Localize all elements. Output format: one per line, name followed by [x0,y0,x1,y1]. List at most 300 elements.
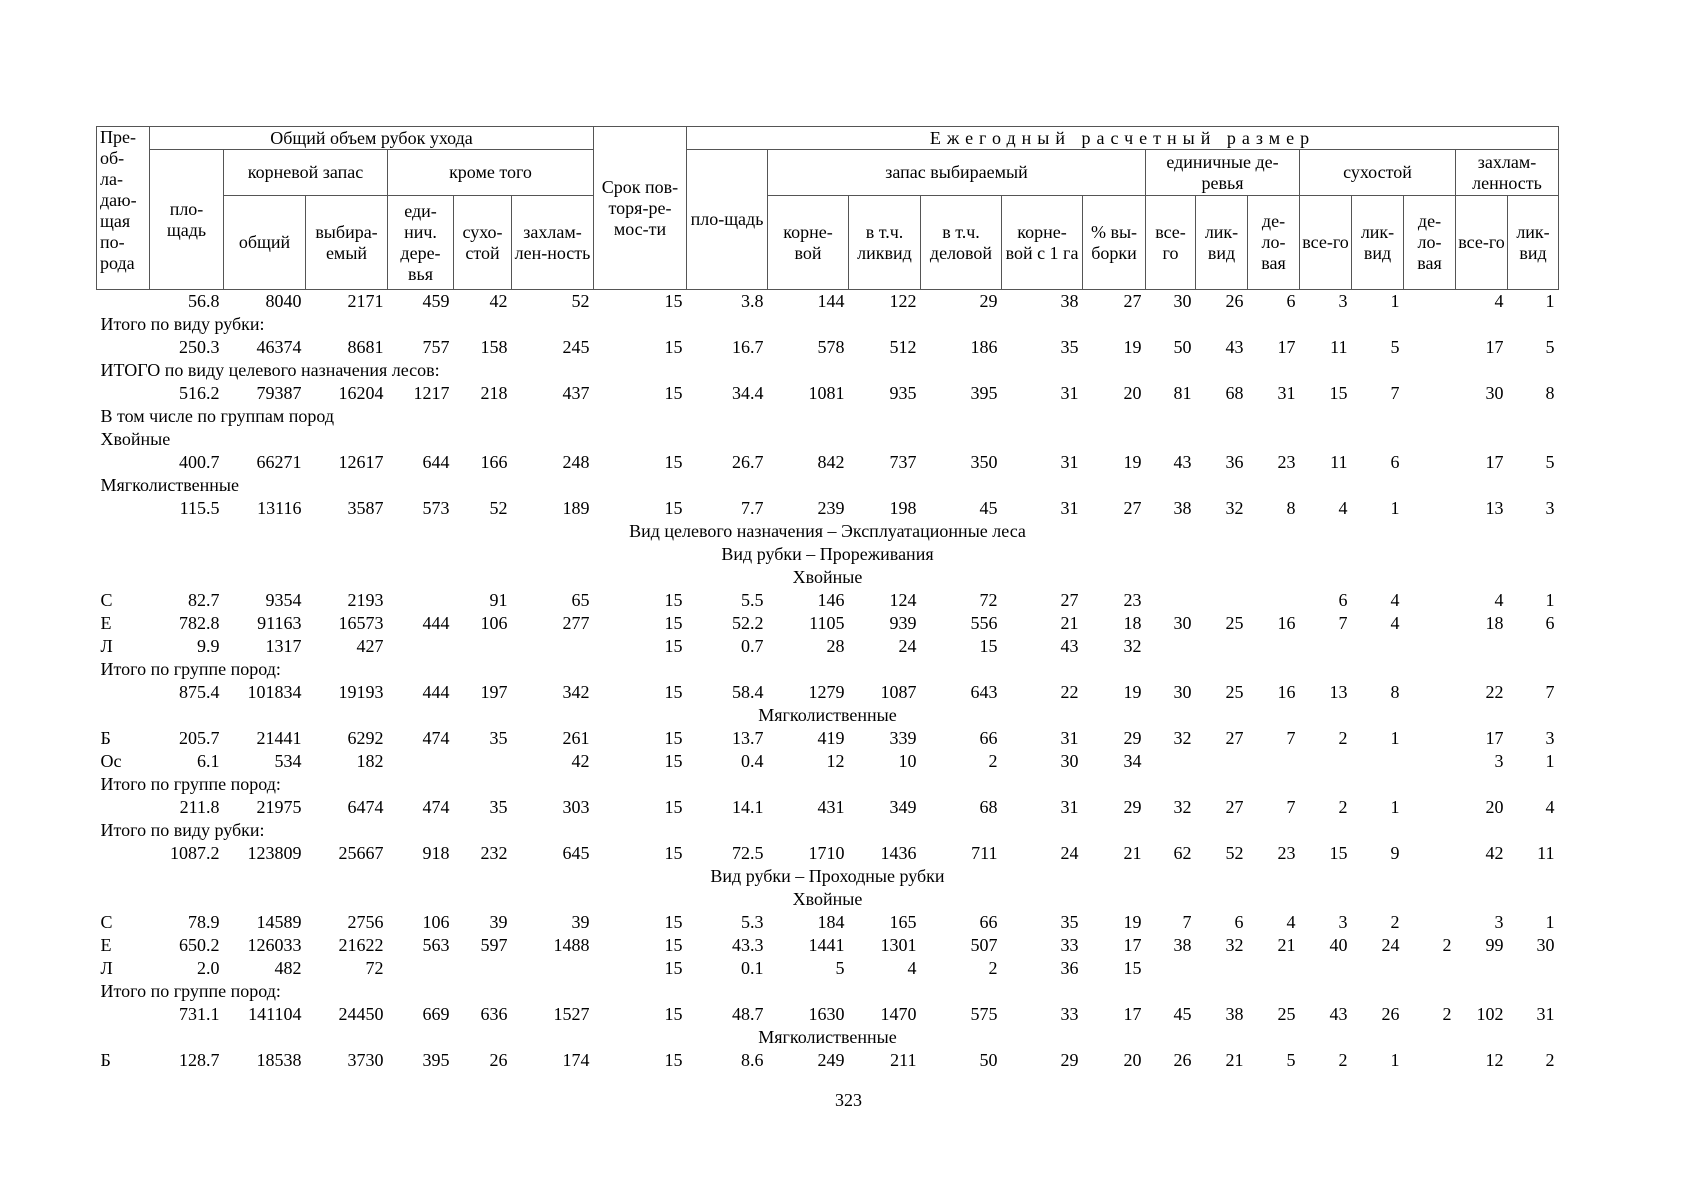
value-cell: 636 [480,1004,508,1024]
value-cell: 4 [907,958,917,978]
value-cell: 10 [898,751,917,771]
section-heading-row [97,888,1559,911]
species-cell: Л [100,958,113,978]
value-cell: 563 [422,935,450,955]
value-cell [388,589,454,612]
value-cell: 52 [1225,843,1244,863]
value-cell: 30 [1173,613,1192,633]
value-cell: 23 [1277,843,1296,863]
value-cell: 24450 [338,1004,384,1024]
value-cell: 6474 [347,797,384,817]
value-cell [1196,957,1248,980]
value-cell: 1 [1545,590,1555,610]
value-cell: 11 [1537,843,1555,863]
value-cell: 7 [1338,613,1348,633]
value-cell: 43 [1329,1004,1348,1024]
value-cell: 17 [1485,452,1504,472]
value-cell: 2 [1338,728,1348,748]
value-cell: 43 [1173,452,1192,472]
value-cell [1456,635,1508,658]
value-cell [1508,957,1559,980]
species-cell: Л [100,636,113,656]
value-cell: 21 [1225,1050,1244,1070]
total-volume-header: Общий объем рубок ухода [150,127,594,150]
value-cell: 1 [1390,291,1400,311]
value-cell: 15 [664,337,683,357]
species-cell [97,336,150,359]
value-cell: 144 [817,291,845,311]
repeat-period-header: Срок пов- торя-ре- мос-ти [594,127,687,290]
value-cell: 28 [826,636,845,656]
value-cell: 8681 [347,337,384,357]
value-cell: 11 [1330,337,1348,357]
value-cell: 186 [970,337,998,357]
value-cell: 38 [1173,498,1192,518]
value-cell: 141104 [248,1004,302,1024]
lt-liquid-header: лик-вид [1508,196,1559,290]
value-cell: 573 [422,498,450,518]
value-cell: 395 [422,1050,450,1070]
value-cell [1196,635,1248,658]
value-cell: 18 [1123,613,1142,633]
root-total-header: общий [224,196,306,290]
value-cell: 31 [1277,383,1296,403]
value-cell: 8040 [265,291,302,311]
value-cell: 6 [1286,291,1296,311]
value-cell: 516.2 [179,383,220,403]
species-cell [97,1003,150,1026]
value-cell: 7 [1182,912,1192,932]
value-cell: 1527 [553,1004,590,1024]
value-cell: 3 [1545,498,1555,518]
value-cell: 3730 [347,1050,384,1070]
page-number: 323 [835,1090,862,1110]
value-cell: 13 [1485,498,1504,518]
value-cell: 5 [835,958,845,978]
value-cell: 645 [562,843,590,863]
value-cell: 19193 [338,682,384,702]
value-cell: 15 [664,291,683,311]
value-cell: 250.3 [179,337,220,357]
value-cell: 534 [274,751,302,771]
value-cell: 1279 [808,682,845,702]
value-cell: 21 [1277,935,1296,955]
value-cell: 13.7 [732,728,764,748]
species-cell [97,451,150,474]
value-cell: 158 [480,337,508,357]
value-cell: 842 [817,452,845,472]
dw-liquid-header: лик-вид [1352,196,1404,290]
value-cell: 669 [422,1004,450,1024]
value-cell: 437 [562,383,590,403]
value-cell: 15 [1329,383,1348,403]
value-cell: 575 [970,1004,998,1024]
value-cell: 644 [422,452,450,472]
value-cell: 427 [356,636,384,656]
species-cell [97,290,150,314]
value-cell [1404,382,1456,405]
value-cell: 18538 [256,1050,302,1070]
value-cell: 32 [1225,498,1244,518]
value-cell: 1488 [553,935,590,955]
species-cell [97,681,150,704]
value-cell: 556 [970,613,998,633]
value-cell: 17 [1123,1004,1142,1024]
value-cell: 248 [562,452,590,472]
value-cell [512,957,594,980]
species-cell [97,796,150,819]
dead-wood-header: сухо-стой [454,196,512,290]
value-cell: 1 [1545,751,1555,771]
table-row [97,842,1559,865]
value-cell: 29 [1123,797,1142,817]
value-cell: 232 [480,843,508,863]
value-cell [454,957,512,980]
value-cell: 50 [979,1050,998,1070]
value-cell: 72 [979,590,998,610]
subtotal-title: Итого по виду рубки: [100,314,265,334]
value-cell: 4 [1494,291,1504,311]
value-cell: 13 [1329,682,1348,702]
value-cell: 17 [1277,337,1296,357]
value-cell: 124 [889,590,917,610]
value-cell: 19 [1123,912,1142,932]
value-cell: 26 [1173,1050,1192,1070]
value-cell: 1087.2 [170,843,220,863]
value-cell [1196,589,1248,612]
value-cell: 12 [826,751,845,771]
value-cell: 123809 [247,843,302,863]
value-cell: 4 [1390,590,1400,610]
value-cell: 19 [1123,452,1142,472]
section-heading-row [97,566,1559,589]
dw-total-header: все-го [1300,196,1352,290]
value-cell: 26.7 [732,452,764,472]
value-cell: 14.1 [732,797,764,817]
table-row [97,612,1559,635]
value-cell: 2756 [347,912,384,932]
value-cell: 25667 [338,843,384,863]
value-cell: 35 [1060,337,1079,357]
lt-total-header: все-го [1456,196,1508,290]
value-cell: 5 [1545,337,1555,357]
value-cell: 32 [1173,797,1192,817]
st-total-header: все-го [1146,196,1196,290]
value-cell: 38 [1225,1004,1244,1024]
value-cell: 2 [1442,935,1452,955]
table-row [97,451,1559,474]
value-cell: 8 [1390,682,1400,702]
value-cell: 2 [1338,1050,1348,1070]
stock-selected-header: запас выбираемый [768,150,1146,196]
value-cell: 15 [664,751,683,771]
value-cell: 0.4 [741,751,764,771]
value-cell: 24 [1060,843,1079,863]
value-cell: 431 [817,797,845,817]
root-stock-header: корневой запас [224,150,388,196]
subtotal-title: Итого по виду рубки: [100,820,265,840]
value-cell: 39 [571,912,590,932]
st-liquid-header: лик-вид [1196,196,1248,290]
table-row [97,497,1559,520]
value-cell: 99 [1485,935,1504,955]
value-cell: 43 [1225,337,1244,357]
value-cell: 1 [1390,1050,1400,1070]
value-cell: 239 [817,498,845,518]
value-cell [1352,750,1404,773]
litter-header: захлам-лен-ность [512,196,594,290]
value-cell: 2 [1390,912,1400,932]
value-cell [1146,750,1196,773]
subtotal-title: Хвойные [100,429,171,449]
table-row [97,290,1559,314]
value-cell: 512 [889,337,917,357]
value-cell: 15 [979,636,998,656]
value-cell [1146,957,1196,980]
value-cell: 731.1 [179,1004,220,1024]
value-cell: 15 [1329,843,1348,863]
value-cell [1404,911,1456,934]
value-cell: 1087 [880,682,917,702]
value-cell: 82.7 [188,590,220,610]
value-cell: 875.4 [179,682,220,702]
subtotal-title-row [97,980,1559,1003]
annual-area-header: пло-щадь [687,150,768,290]
value-cell: 939 [889,613,917,633]
value-cell: 20 [1123,383,1142,403]
value-cell: 2 [1338,797,1348,817]
value-cell: 16573 [338,613,384,633]
value-cell: 249 [817,1050,845,1070]
value-cell [1456,957,1508,980]
section-heading: Хвойные [792,889,863,909]
value-cell: 79387 [256,383,302,403]
value-cell: 35 [1060,912,1079,932]
value-cell: 65 [571,590,590,610]
value-cell: 5.5 [741,590,764,610]
value-cell: 30 [1173,682,1192,702]
value-cell: 643 [970,682,998,702]
value-cell: 106 [422,912,450,932]
value-cell [388,635,454,658]
value-cell: 1436 [880,843,917,863]
subtotal-title-row [97,474,1559,497]
value-cell: 8.6 [741,1050,764,1070]
value-cell: 19 [1123,337,1142,357]
value-cell: 22 [1485,682,1504,702]
value-cell: 42 [571,751,590,771]
value-cell: 56.8 [188,291,220,311]
species-cell: Е [100,935,112,955]
value-cell: 1 [1390,797,1400,817]
section-heading-row [97,543,1559,566]
value-cell [1352,957,1404,980]
value-cell: 34 [1123,751,1142,771]
value-cell: 3 [1545,728,1555,748]
value-cell [1404,681,1456,704]
value-cell: 38 [1060,291,1079,311]
value-cell: 3 [1338,912,1348,932]
value-cell: 106 [480,613,508,633]
table-body [97,290,1559,1073]
value-cell: 52.2 [732,613,764,633]
value-cell: 166 [480,452,508,472]
value-cell: 419 [817,728,845,748]
subtotal-title: ИТОГО по виду целевого назначения лесов: [100,360,440,380]
value-cell [1352,635,1404,658]
subtotal-title-row [97,773,1559,796]
value-cell [1300,957,1352,980]
table-header [97,127,1559,290]
value-cell [1404,290,1456,314]
annual-size-header: Ежегодный расчетный размер [687,127,1559,150]
value-cell: 15 [664,935,683,955]
value-cell: 72 [365,958,384,978]
value-cell: 15 [664,843,683,863]
litter-annual-header: захлам-ленность [1456,150,1559,196]
table-row [97,727,1559,750]
value-cell: 6 [1390,452,1400,472]
value-cell: 31 [1060,797,1079,817]
value-cell: 122 [889,291,917,311]
table-row [97,1049,1559,1072]
value-cell: 27 [1123,498,1142,518]
value-cell: 7.7 [741,498,764,518]
section-heading: Вид рубки – Прореживания [721,544,934,564]
value-cell: 91163 [257,613,302,633]
value-cell: 578 [817,337,845,357]
value-cell: 18 [1485,613,1504,633]
value-cell: 30 [1536,935,1555,955]
table-row [97,957,1559,980]
value-cell: 918 [422,843,450,863]
value-cell: 3 [1494,751,1504,771]
value-cell: 15 [664,797,683,817]
root-selected-header: выбира-емый [306,196,388,290]
value-cell: 184 [817,912,845,932]
value-cell: 24 [1381,935,1400,955]
value-cell [1404,336,1456,359]
value-cell: 66271 [256,452,302,472]
value-cell: 339 [889,728,917,748]
value-cell: 4 [1338,498,1348,518]
value-cell: 4 [1494,590,1504,610]
species-header: Пре-об-ла-даю-щая по-рода [97,127,150,290]
species-cell [97,382,150,405]
value-cell: 737 [889,452,917,472]
value-cell: 25 [1277,1004,1296,1024]
value-cell: 482 [274,958,302,978]
area-header: пло-щадь [150,150,224,290]
value-cell: 17 [1485,337,1504,357]
value-cell: 1710 [808,843,845,863]
value-cell: 1630 [808,1004,845,1024]
value-cell [1404,497,1456,520]
value-cell: 101834 [247,682,302,702]
value-cell: 6.1 [197,751,220,771]
species-cell: Ос [100,751,122,771]
value-cell: 31 [1536,1004,1555,1024]
value-cell: 2 [1545,1050,1555,1070]
value-cell [1404,727,1456,750]
value-cell: 1217 [413,383,450,403]
value-cell: 115.5 [179,498,220,518]
value-cell: 474 [422,728,450,748]
value-cell: 9.9 [197,636,220,656]
value-cell: 6 [1338,590,1348,610]
value-cell: 30 [1173,291,1192,311]
table-row [97,382,1559,405]
value-cell: 2 [988,751,998,771]
value-cell [1404,1049,1456,1072]
value-cell: 91 [489,590,508,610]
table-row [97,1003,1559,1026]
value-cell [454,750,512,773]
besides-header: кроме того [388,150,594,196]
value-cell: 4 [1545,797,1555,817]
subtotal-title: В том числе по группам пород [100,406,335,426]
value-cell: 6 [1545,613,1555,633]
value-cell: 17 [1123,935,1142,955]
value-cell: 40 [1329,935,1348,955]
value-cell: 4 [1390,613,1400,633]
value-cell: 1 [1545,291,1555,311]
species-cell [97,497,150,520]
st-business-header: де-ло-вая [1248,196,1300,290]
value-cell: 1105 [809,613,845,633]
value-cell: 22 [1060,682,1079,702]
value-cell: 5 [1545,452,1555,472]
value-cell: 21622 [338,935,384,955]
value-cell: 27 [1060,590,1079,610]
value-cell: 26 [1381,1004,1400,1024]
value-cell: 444 [422,613,450,633]
value-cell [1248,589,1300,612]
value-cell: 15 [664,1004,683,1024]
value-cell: 1 [1545,912,1555,932]
value-cell: 16.7 [732,337,764,357]
value-cell [1404,957,1456,980]
species-cell [97,842,150,865]
value-cell: 474 [422,797,450,817]
value-cell: 26 [489,1050,508,1070]
value-cell: 34.4 [732,383,764,403]
value-cell: 7 [1286,797,1296,817]
value-cell: 25 [1225,613,1244,633]
species-cell: Е [100,613,112,633]
section-heading: Мягколиственные [758,705,897,725]
forest-thinning-table [96,126,1559,1072]
value-cell: 15 [664,682,683,702]
table-row [97,750,1559,773]
value-cell: 50 [1173,337,1192,357]
value-cell [1300,635,1352,658]
subtotal-title-row [97,313,1559,336]
subtotal-title-row [97,658,1559,681]
value-cell: 935 [889,383,917,403]
value-cell: 43.3 [732,935,764,955]
subtotal-title-row [97,428,1559,451]
value-cell: 35 [489,797,508,817]
value-cell: 15 [1123,958,1142,978]
section-heading: Мягколиственные [758,1027,897,1047]
value-cell: 31 [1060,452,1079,472]
species-cell: С [100,590,113,610]
value-cell: 32 [1123,636,1142,656]
subtotal-title: Итого по группе пород: [100,774,281,794]
value-cell: 45 [1173,1004,1192,1024]
value-cell: 58.4 [732,682,764,702]
